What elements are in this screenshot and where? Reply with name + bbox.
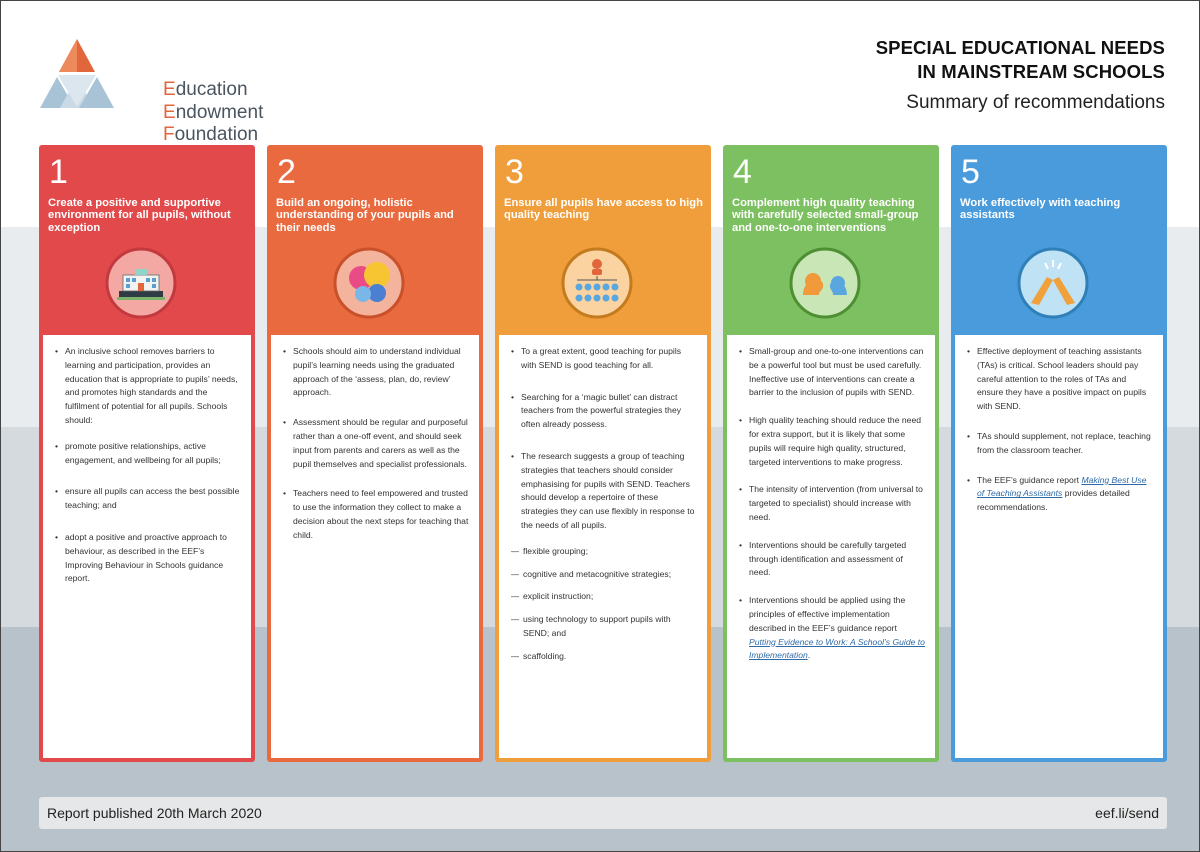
bullet-item: • High quality teaching should reduce the need for extra support, but it is likely that some pupils will require high quality, structured, targeted interventions to make progress. — [739, 414, 925, 469]
bullet-list — [727, 335, 935, 663]
bullet-item: • Teachers need to feel empowered and trusted to use the information they collect to make a decision about the next steps for teaching that child. — [283, 487, 469, 542]
recommendation-heading: Ensure all pupils have access to high quality teaching — [504, 197, 703, 222]
bullet-item: • Interventions should be carefully targeted through identification and assessment of need. — [739, 539, 925, 580]
bullet-item: • Effective deployment of teaching assistants (TAs) is critical. School leaders should pay careful attention to the roles of TAs and ensure they have a positive impact on pupils with SEND. — [967, 345, 1153, 414]
recommendation-number: 5 — [961, 153, 980, 191]
recommendation-number: 3 — [505, 153, 524, 191]
bullet-list — [43, 335, 251, 586]
recommendation-heading: Build an ongoing, holistic understanding of your pupils and their needs — [276, 197, 454, 234]
teaching-assistants-guide-link[interactable]: Making Best Use of Teaching Assistants — [977, 474, 1147, 499]
bullet-item: • promote positive relationships, active engagement, and wellbeing for all pupils; — [55, 440, 241, 468]
recommendation-card-5 — [951, 145, 1167, 762]
title-line-2: IN MAINSTREAM SCHOOLS — [917, 61, 1165, 82]
bullet-list — [955, 335, 1163, 515]
recommendation-card-1 — [39, 145, 255, 762]
recommendation-panel — [499, 335, 707, 758]
recommendation-card-2 — [267, 145, 483, 762]
recommendation-number: 4 — [733, 153, 752, 191]
bullet-item: • Interventions should be applied using the principles of effective implementation described in the EEF’s guidance report Putting Evidence to Work: A School’s Guide to Implementation. — [739, 594, 925, 663]
recommendation-heading: Work effectively with teaching assistants — [960, 197, 1121, 222]
strategy-item: — flexible grouping; — [511, 545, 697, 559]
recommendation-card-3 — [495, 145, 711, 762]
report-url[interactable]: eef.li/send — [1095, 805, 1159, 821]
bullet-item: • Schools should aim to understand individual pupil’s learning needs using the graduated approach of the ‘assess, plan, do, review’ approach. — [283, 345, 469, 400]
bullet-list — [499, 335, 707, 664]
high-five-icon — [1017, 247, 1089, 319]
strategy-item: — cognitive and metacognitive strategies; — [511, 568, 697, 582]
bullet-item: • Small-group and one-to-one interventions can be a powerful tool but must be used carefully. Ineffective use of interventions can create a barrier to the inclusion of pupils with SEND. — [739, 345, 925, 400]
recommendation-panel — [271, 335, 479, 758]
strategy-item: — using technology to support pupils with SEND; and — [511, 613, 697, 641]
recommendation-number: 2 — [277, 153, 296, 191]
recommendation-number: 1 — [49, 153, 68, 191]
recommendation-panel — [727, 335, 935, 758]
strategy-item: — scaffolding. — [511, 650, 697, 664]
footer-bar — [39, 797, 1167, 829]
recommendation-heading: Complement high quality teaching with carefully selected small-group and one-to-one interventions — [732, 197, 919, 234]
bullet-item: • The intensity of intervention (from universal to targeted to specialist) should increase with need. — [739, 483, 925, 524]
bullet-list — [271, 335, 479, 543]
one-to-one-icon — [789, 247, 861, 319]
bullet-item: • Searching for a ‘magic bullet’ can distract teachers from the powerful strategies they often already possess. — [511, 391, 697, 432]
eef-triangle-logo-icon — [39, 37, 115, 109]
bullet-item: • The EEF’s guidance report Making Best Use of Teaching Assistants provides detailed recommendations. — [967, 474, 1153, 515]
school-building-icon — [105, 247, 177, 319]
implementation-guide-link[interactable]: Putting Evidence to Work: A School’s Guide to Implementation — [749, 636, 925, 661]
page-subtitle: Summary of recommendations — [906, 92, 1165, 113]
bullet-item: • ensure all pupils can access the best possible teaching; and — [55, 485, 241, 513]
publication-date: Report published 20th March 2020 — [47, 805, 262, 821]
bullet-item: • The research suggests a group of teaching strategies that teachers should consider emphasising for pupils with SEND. Teachers should develop a repertoire of these strategies they can use flexibly in response to the needs of all pupils. — [511, 450, 697, 533]
recommendation-card-4 — [723, 145, 939, 762]
recommendation-heading: Create a positive and supportive environment for all pupils, without exception — [48, 197, 231, 234]
bullet-item: • Assessment should be regular and purposeful rather than a one-off event, and should seek input from parents and carers as well as the pupil themselves and specialist professionals. — [283, 416, 469, 471]
teacher-class-icon — [561, 247, 633, 319]
bullet-item: • TAs should supplement, not replace, teaching from the classroom teacher. — [967, 430, 1153, 458]
title-line-1: SPECIAL EDUCATIONAL NEEDS — [875, 37, 1165, 58]
logo-wordmark: Education Endowment Foundation — [163, 79, 264, 145]
bullet-item: • An inclusive school removes barriers to learning and participation, provides an education that is appropriate to pupils’ needs, and promotes high standards and the fulfilment of potential for all pupils. Schools should: — [55, 345, 241, 428]
recommendation-panel — [43, 335, 251, 758]
people-thinking-icon — [333, 247, 405, 319]
strategy-item: — explicit instruction; — [511, 590, 697, 604]
bullet-item: • adopt a positive and proactive approach to behaviour, as described in the EEF’s Improving Behaviour in Schools guidance report. — [55, 531, 241, 586]
page-title — [876, 36, 1165, 116]
eef-logo — [39, 37, 264, 145]
recommendation-panel — [955, 335, 1163, 758]
bullet-item: • To a great extent, good teaching for pupils with SEND is good teaching for all. — [511, 345, 697, 373]
